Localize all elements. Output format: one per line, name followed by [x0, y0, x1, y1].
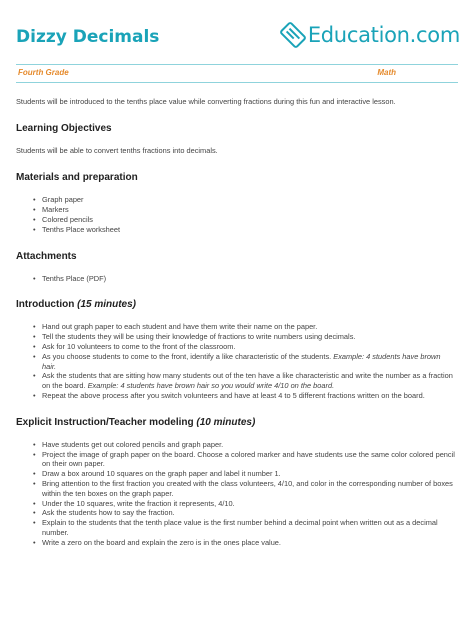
lesson-intro: Students will be introduced to the tenths place value while converting fractions during this fun and interactive lesson.: [16, 97, 396, 106]
section-duration: (10 minutes): [196, 416, 256, 428]
page-header: [0, 0, 474, 77]
modeling-list: [16, 440, 456, 548]
list-item: [16, 371, 456, 391]
objectives-heading: Learning Objectives: [16, 123, 112, 135]
section-title: Explicit Instruction/Teacher modeling: [16, 416, 194, 428]
education-logo[interactable]: [278, 20, 460, 50]
objectives-text: Students will be able to convert tenths fractions into decimals.: [16, 146, 218, 156]
list-item: • Write a zero on the board and explain the zero is in the ones place value.: [16, 538, 456, 548]
list-item: [16, 332, 456, 342]
list-item: • Project the image of graph paper on the board. Choose a colored marker and have students use the same color colored pencil on their own paper.: [16, 450, 456, 470]
item-text: Tell the students they will be using their knowledge of fractions to write numbers using decimals.: [42, 332, 356, 342]
grade-label: Fourth Grade: [18, 68, 69, 77]
list-item: • Explain to the students that the tenth place value is the first number behind a decimal point when written out as a decimal number.: [16, 518, 456, 538]
attachments-list: [16, 274, 456, 284]
modeling-heading: [16, 417, 456, 429]
item-text: Hand out graph paper to each student and have them write their name on the paper.: [42, 322, 318, 332]
item-example: Example: 4 students have brown hair so you would write 4/10 on the board.: [87, 381, 335, 391]
list-item: • Colored pencils: [16, 215, 456, 225]
item-example: Example: 4 students have brown hair.: [42, 351, 441, 371]
materials-heading: Materials and preparation: [16, 172, 138, 184]
list-item: [16, 322, 456, 332]
list-item: [16, 391, 456, 401]
attachments-heading: Attachments: [16, 250, 77, 262]
list-item: [16, 352, 456, 372]
page-title: Dizzy Decimals: [16, 27, 160, 47]
list-item: • Ask the students how to say the fraction.: [16, 508, 456, 518]
item-text: Ask for 10 volunteers to come to the front of the classroom.: [42, 341, 236, 351]
education-logo-icon: [278, 20, 308, 50]
section-title: Introduction: [16, 299, 75, 311]
list-item: • Tenths Place worksheet: [16, 225, 456, 235]
section-duration: (15 minutes): [77, 299, 137, 311]
item-text: As you choose students to come to the front, identify a like characteristic of the students.: [42, 351, 334, 361]
item-text: Ask the students that are sitting how many students out of the ten have a like characteristic and write the number as a fraction on the board.: [42, 371, 453, 391]
materials-list: [16, 195, 456, 234]
list-item: • Bring attention to the first fraction you created with the class volunteers, 4/10, and color in the corresponding number of boxes within the ten boxes on the graph paper.: [16, 479, 456, 499]
lesson-content: [16, 97, 456, 548]
list-item: • Markers: [16, 205, 456, 215]
list-item: • Have students get out colored pencils and graph paper.: [16, 440, 456, 450]
subject-label: Math: [377, 68, 396, 77]
list-item: [16, 342, 456, 352]
lesson-meta-bar: [16, 64, 458, 83]
list-item: • Under the 10 squares, write the fraction it represents, 4/10.: [16, 499, 456, 509]
introduction-heading: [16, 299, 456, 311]
introduction-list: [16, 322, 456, 400]
logo-text: Education.com: [307, 23, 460, 47]
list-item: • Draw a box around 10 squares on the graph paper and label it number 1.: [16, 469, 456, 479]
item-text: Repeat the above process after you switch volunteers and have at least 4 to 5 different fractions written on the board.: [42, 390, 425, 400]
list-item: • Graph paper: [16, 195, 456, 205]
attachment-link[interactable]: • Tenths Place (PDF): [16, 274, 456, 284]
